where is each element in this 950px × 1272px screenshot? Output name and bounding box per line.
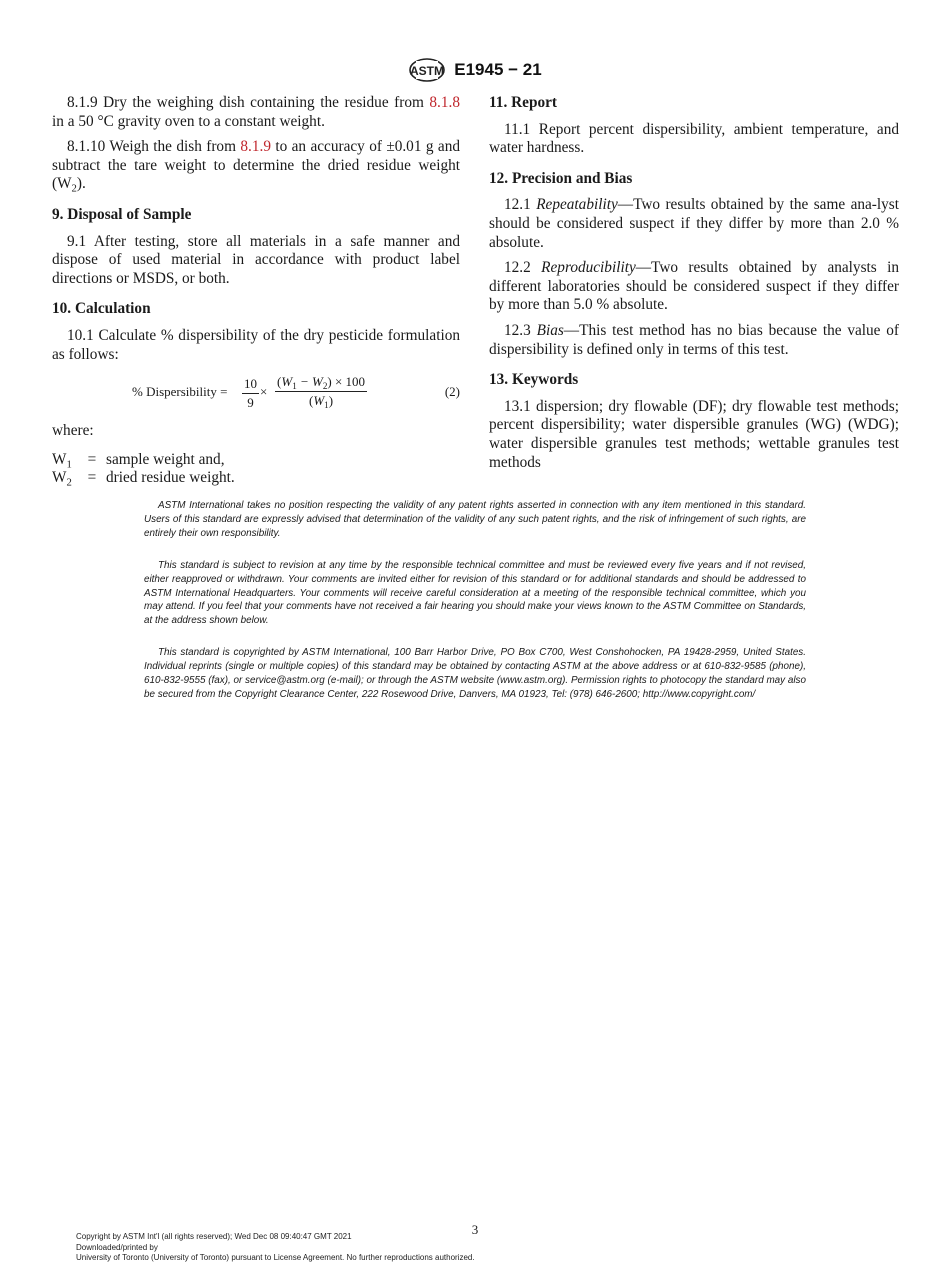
section-11-heading: 11. Report [489,94,557,111]
paragraph-8-1-9: 8.1.9 Dry the weighing dish containing the residue from 8.1.8 in a 50 °C gravity oven to a constant weight. [52,94,460,130]
download-footer [76,1232,475,1264]
section-9-heading: 9. Disposal of Sample [52,205,192,223]
paragraph-11-1: 11.1 Report percent dispersibility, ambient temperature, and water hardness. [489,120,899,157]
paragraph-13-1: 13.1 dispersion; dry flowable (DF); dry flowable test methods; percent dispersibility; water dispersible granules (WG) (WDG); water dispersible granules test methods; wettable granules test methods [489,397,899,471]
left-column [52,94,460,488]
legal-notices [144,499,806,720]
right-column [489,94,899,479]
footer-line: University of Toronto (University of Toronto) pursuant to License Agreement. No further reproductions authorized. [76,1253,475,1262]
paragraph-9-1: 9.1 After testing, store all materials in a safe manner and dispose of used material in accordance with product label directions or MSDS, or both. [52,232,460,287]
section-13-heading: 13. Keywords [489,371,579,389]
fraction-weights: $\frac{(W_1 - W_2) \times 100}{(W_1)}$ [277,374,366,411]
copyright-notice: This standard is copyrighted by ASTM International, 100 Barr Harbor Drive, PO Box C700, West Conshohocken, PA 19428-2959, United States. Individual reprints (single or multiple copies) of this standard may be obtained by contacting ASTM at the above address or at 610-832-9585 (phone), 610-832-9555 (fax), or service@astm.org (e-mail); or through the ASTM website (www.astm.org). Permission rights to photocopy the standard may also be secured from the Copyright Clearance Center, 222 Rosewood Drive, Danvers, MA 01923, Tel: (978) 646-2600; http://www.copyright.com/ [144,647,806,700]
xref-8-1-9[interactable]: 8.1.9 [240,138,271,156]
where-label: where: [52,422,94,440]
section-12-heading: 12. Precision and Bias [489,169,633,187]
standard-designation: E1945 − 21 [454,60,542,79]
definition-list [52,451,460,488]
formula-lhs: % Dispersibility = [132,384,228,400]
definition-row: $W_1$ = sample weight and, [52,450,225,471]
equation-number: (2) [444,384,460,400]
paragraph-10-1: 10.1 Calculate % dispersibility of the dry pesticide formulation as follows: [52,326,460,363]
astm-logo [408,58,446,82]
footer-line: Copyright by ASTM Int'l (all rights reserved); Wed Dec 08 09:40:47 GMT 2021 [76,1232,352,1241]
patent-notice: ASTM International takes no position respecting the validity of any patent rights asserted in connection with any item mentioned in this standard. Users of this standard are expressly advised that determination of the validity of any such patent rights, and the risk of infringement of such rights, are entirely their own responsibility. [144,500,806,539]
fraction-ten-ninths: $\frac{10}{9}$ [244,376,257,411]
footer-line: Downloaded/printed by [76,1242,158,1252]
paragraph-12-1: 12.1 Repeatability—Two results obtained by the same ana-lyst should be considered suspect if they differ by more than 2.0 % absolute. [489,196,900,251]
definition-row: $W_2$ = dried residue weight. [52,469,235,490]
dispersibility-formula [52,374,460,414]
paragraph-8-1-10: 8.1.10 Weigh the dish from 8.1.9 to an accuracy of ±0.01 g and subtract the tare weight to determine the dried residue weight $(W_2)$. [52,138,460,196]
xref-8-1-8[interactable]: 8.1.8 [429,94,460,111]
section-10-heading: 10. Calculation [52,300,151,318]
logo-text: ASTM [410,64,445,78]
page-number: 3 [471,1222,479,1237]
multiply-sign: × [260,384,268,400]
revision-notice: This standard is subject to revision at any time by the responsible technical committee and must be reviewed every five years and if not revised, either reapproved or withdrawn. Your comments are invited either for revision of this standard or for additional standards and should be addressed to ASTM International Headquarters. Your comments will receive careful consideration at a meeting of the responsible technical committee, which you may attend. If you feel that your comments have not received a fair hearing you should make your views known to the ASTM Committee on Standards, at the address shown below. [144,559,806,627]
paragraph-12-3: 12.3 Bias—This test method has no bias because the value of dispersibility is defined only in terms of this test. [489,321,899,358]
paragraph-12-2: 12.2 Reproducibility—Two results obtained by analysts in different laboratories should be considered suspect if they differ by more than 5.0 % absolute. [489,259,899,314]
page-header [0,56,950,84]
